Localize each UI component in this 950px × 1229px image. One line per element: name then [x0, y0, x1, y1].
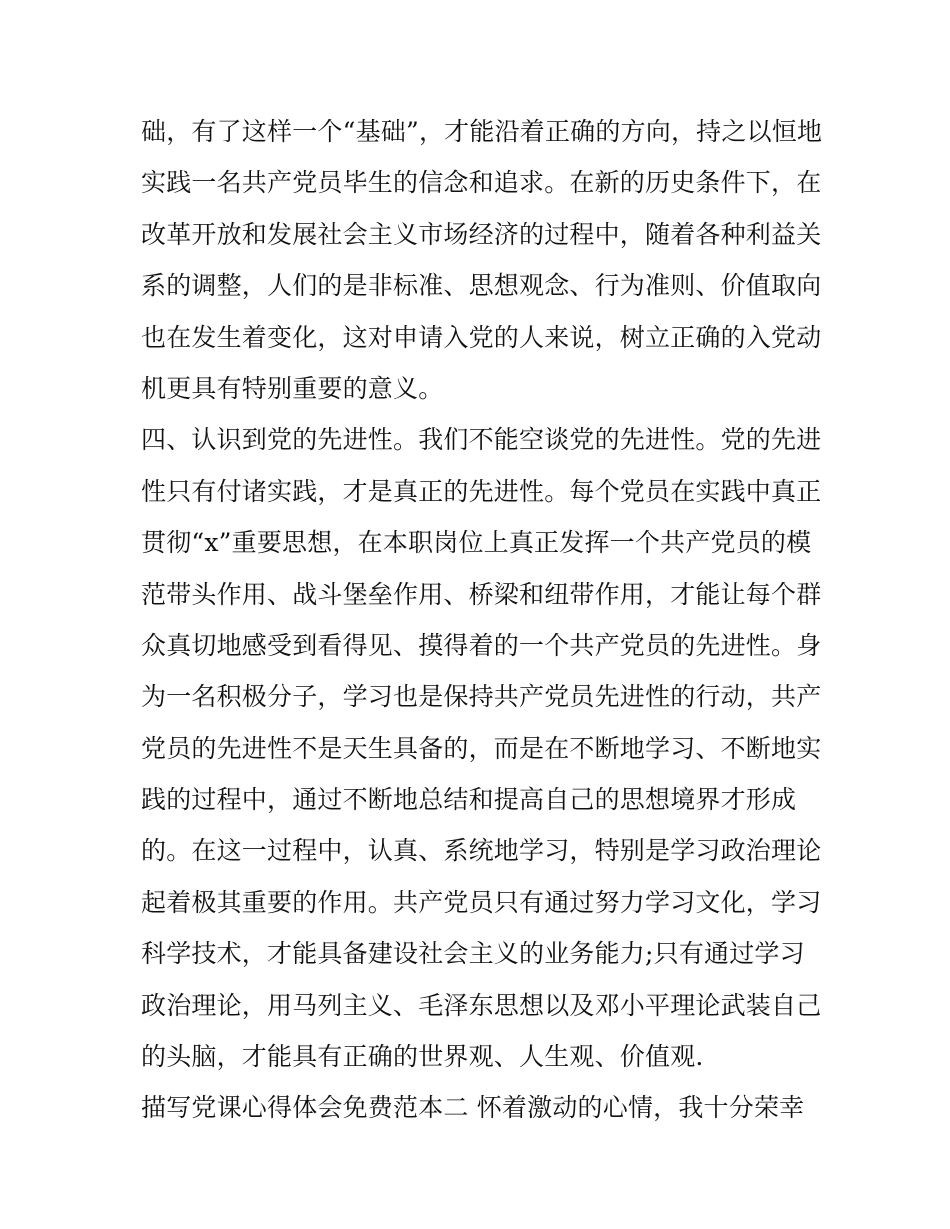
text-line: 范带头作用、战斗堡垒作用、桥梁和纽带作用，才能让每个群 — [141, 579, 822, 609]
text-line: 的头脑，才能具有正确的世界观、人生观、价值观. — [141, 1042, 704, 1072]
text-line: 为一名积极分子，学习也是保持共产党员先进性的行动，共产 — [141, 682, 822, 712]
text-line: 实践一名共产党员毕生的信念和追求。在新的历史条件下，在 — [141, 168, 822, 198]
section-title-line: 描写党课心得体会免费范本二 怀着激动的心情，我十分荣幸 — [141, 1093, 805, 1123]
section-heading-line: 四、认识到党的先进性。我们不能空谈党的先进性。党的先进 — [141, 425, 822, 455]
text-line: 众真切地感受到看得见、摸得着的一个共产党员的先进性。身 — [141, 630, 822, 660]
text-line: 起着极其重要的作用。共产党员只有通过努力学习文化，学习 — [141, 887, 822, 917]
text-line: 系的调整，人们的是非标准、思想观念、行为准则、价值取向 — [141, 271, 822, 301]
text-line: 践的过程中，通过不断地总结和提高自己的思想境界才形成 — [141, 785, 797, 815]
text-line: 的。在这一过程中，认真、系统地学习，特别是学习政治理论 — [141, 836, 822, 866]
body-text — [141, 106, 831, 1134]
text-line: 也在发生着变化，这对申请入党的人来说，树立正确的入党动 — [141, 322, 822, 352]
text-line: 机更具有特别重要的意义。 — [141, 373, 444, 403]
text-line: 改革开放和发展社会主义市场经济的过程中，随着各种利益关 — [141, 219, 822, 249]
text-line: 贯彻“x”重要思想，在本职岗位上真正发挥一个共产党员的模 — [141, 528, 812, 558]
text-line: 础，有了这样一个“基础”，才能沿着正确的方向，持之以恒地 — [141, 117, 823, 146]
text-line: 党员的先进性不是天生具备的，而是在不断地学习、不断地实 — [141, 733, 822, 763]
text-line: 政治理论，用马列主义、毛泽东思想以及邓小平理论武装自己 — [141, 990, 822, 1020]
text-line: 科学技术，才能具备建设社会主义的业务能力;只有通过学习 — [141, 939, 805, 969]
text-line: 性只有付诸实践，才是真正的先进性。每个党员在实践中真正 — [141, 476, 822, 506]
